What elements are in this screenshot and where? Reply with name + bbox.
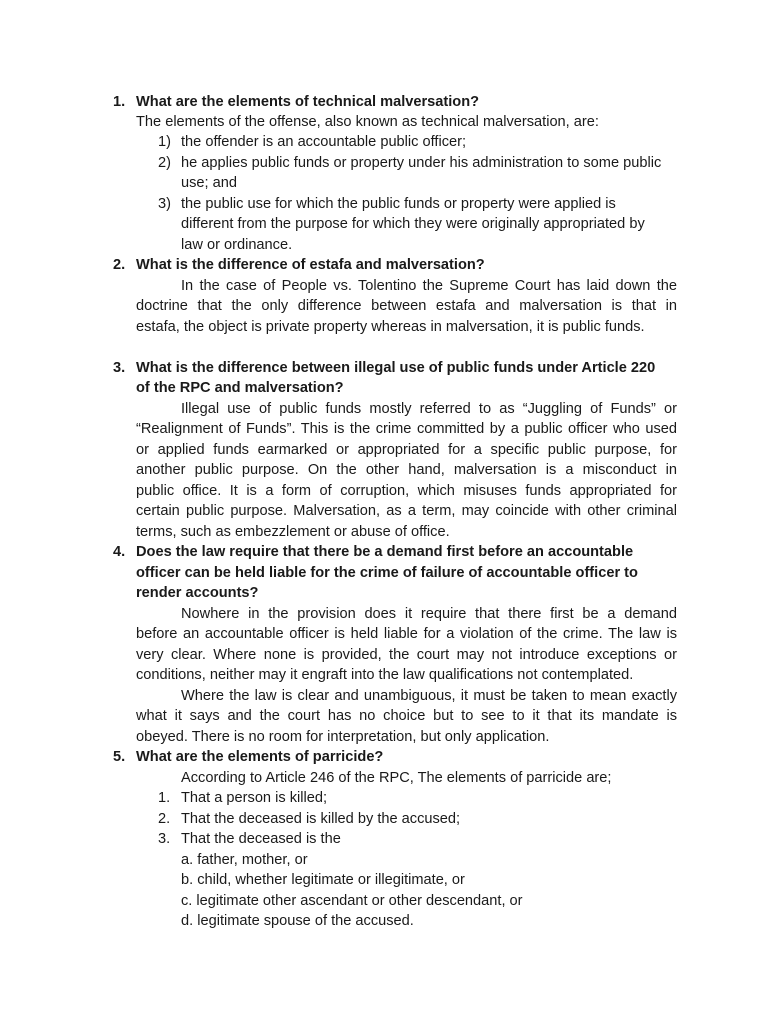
q1-item-marker: 1) [158, 134, 171, 150]
q2-question: What is the difference of estafa and malversation? [136, 257, 485, 273]
q1-item-marker: 2) [158, 155, 171, 171]
q3-answer-line: public office. It is a form of corruption, which misuses funds appropriated for [136, 483, 677, 499]
q5-question: What are the elements of parricide? [136, 749, 384, 765]
q5-item-text: That the deceased is the [181, 831, 341, 847]
q5-subitem: b. child, whether legitimate or illegitimate, or [181, 872, 465, 888]
q3-answer-line: certain public purpose. Malversation, as a term, may coincide with other criminal [136, 503, 677, 519]
q4-number: 4. [113, 544, 126, 560]
q5-subitem: a. father, mother, or [181, 852, 308, 868]
q4-answer-line: Where the law is clear and unambiguous, it must be taken to mean exactly [181, 688, 677, 704]
q5-subitem: c. legitimate other ascendant or other descendant, or [181, 893, 523, 909]
q5-item-marker: 1. [158, 790, 171, 806]
q5-item-marker: 3. [158, 831, 171, 847]
q1-item-text: he applies public funds or property under his administration to some public [181, 155, 662, 171]
q1-item-text: the offender is an accountable public officer; [181, 134, 467, 150]
q4-answer-line: obeyed. There is no room for interpretation, but only application. [136, 729, 550, 745]
q4-answer-line: before an accountable officer is held liable for a violation of the crime. The law is [136, 626, 677, 642]
q1-question: What are the elements of technical malversation? [136, 94, 480, 110]
q4-answer-line: conditions, neither may it engraft into the law qualifications not contemplated. [136, 667, 634, 683]
q3-answer-line: terms, such as embezzlement or abuse of office. [136, 524, 450, 540]
q5-item-text: That the deceased is killed by the accused; [181, 811, 461, 827]
q3-answer-line: Illegal use of public funds mostly referred to as “Juggling of Funds” or [181, 401, 677, 417]
q4-question-line: Does the law require that there be a demand first before an accountable [136, 544, 634, 560]
q5-number: 5. [113, 749, 126, 765]
q1-item-text: the public use for which the public funds or property were applied is [181, 196, 616, 212]
q5-intro: According to Article 246 of the RPC, The elements of parricide are; [181, 770, 612, 786]
q4-answer-line: Nowhere in the provision does it require that there first be a demand [181, 606, 677, 622]
q1-item-marker: 3) [158, 196, 171, 212]
q2-answer-line: doctrine that the only difference between estafa and malversation is that in [136, 298, 677, 314]
q1-item-text: use; and [181, 175, 237, 191]
q2-answer-line: In the case of People vs. Tolentino the Supreme Court has laid down the [181, 278, 677, 294]
q1-intro: The elements of the offense, also known as technical malversation, are: [136, 114, 599, 130]
q3-answer-line: another public purpose. On the other hand, malversation is a misconduct in [136, 462, 677, 478]
q1-number: 1. [113, 94, 126, 110]
q3-question-line: of the RPC and malversation? [136, 380, 344, 396]
q1-item-text: law or ordinance. [181, 237, 293, 253]
q5-subitem: d. legitimate spouse of the accused. [181, 913, 414, 929]
q4-question-line: render accounts? [136, 585, 259, 601]
q5-item-text: That a person is killed; [181, 790, 328, 806]
q3-number: 3. [113, 360, 126, 376]
q2-number: 2. [113, 257, 126, 273]
q4-answer-line: what it says and the court has no choice but to see to it that its mandate is [136, 708, 677, 724]
q3-answer-line: or applied funds earmarked or appropriated for a specific public purpose, for [136, 442, 677, 458]
q3-answer-line: “Realignment of Funds”. This is the crime committed by a public officer who used [136, 421, 677, 437]
q2-answer-line: estafa, the object is private property whereas in malversation, it is public funds. [136, 319, 645, 335]
q5-item-marker: 2. [158, 811, 171, 827]
q1-item-text: different from the purpose for which they were originally appropriated by [181, 216, 645, 232]
q3-question-line: What is the difference between illegal use of public funds under Article 220 [136, 360, 656, 376]
q4-answer-line: very clear. Where none is provided, the court may not introduce exceptions or [136, 647, 677, 663]
q4-question-line: officer can be held liable for the crime of failure of accountable officer to [136, 565, 638, 581]
